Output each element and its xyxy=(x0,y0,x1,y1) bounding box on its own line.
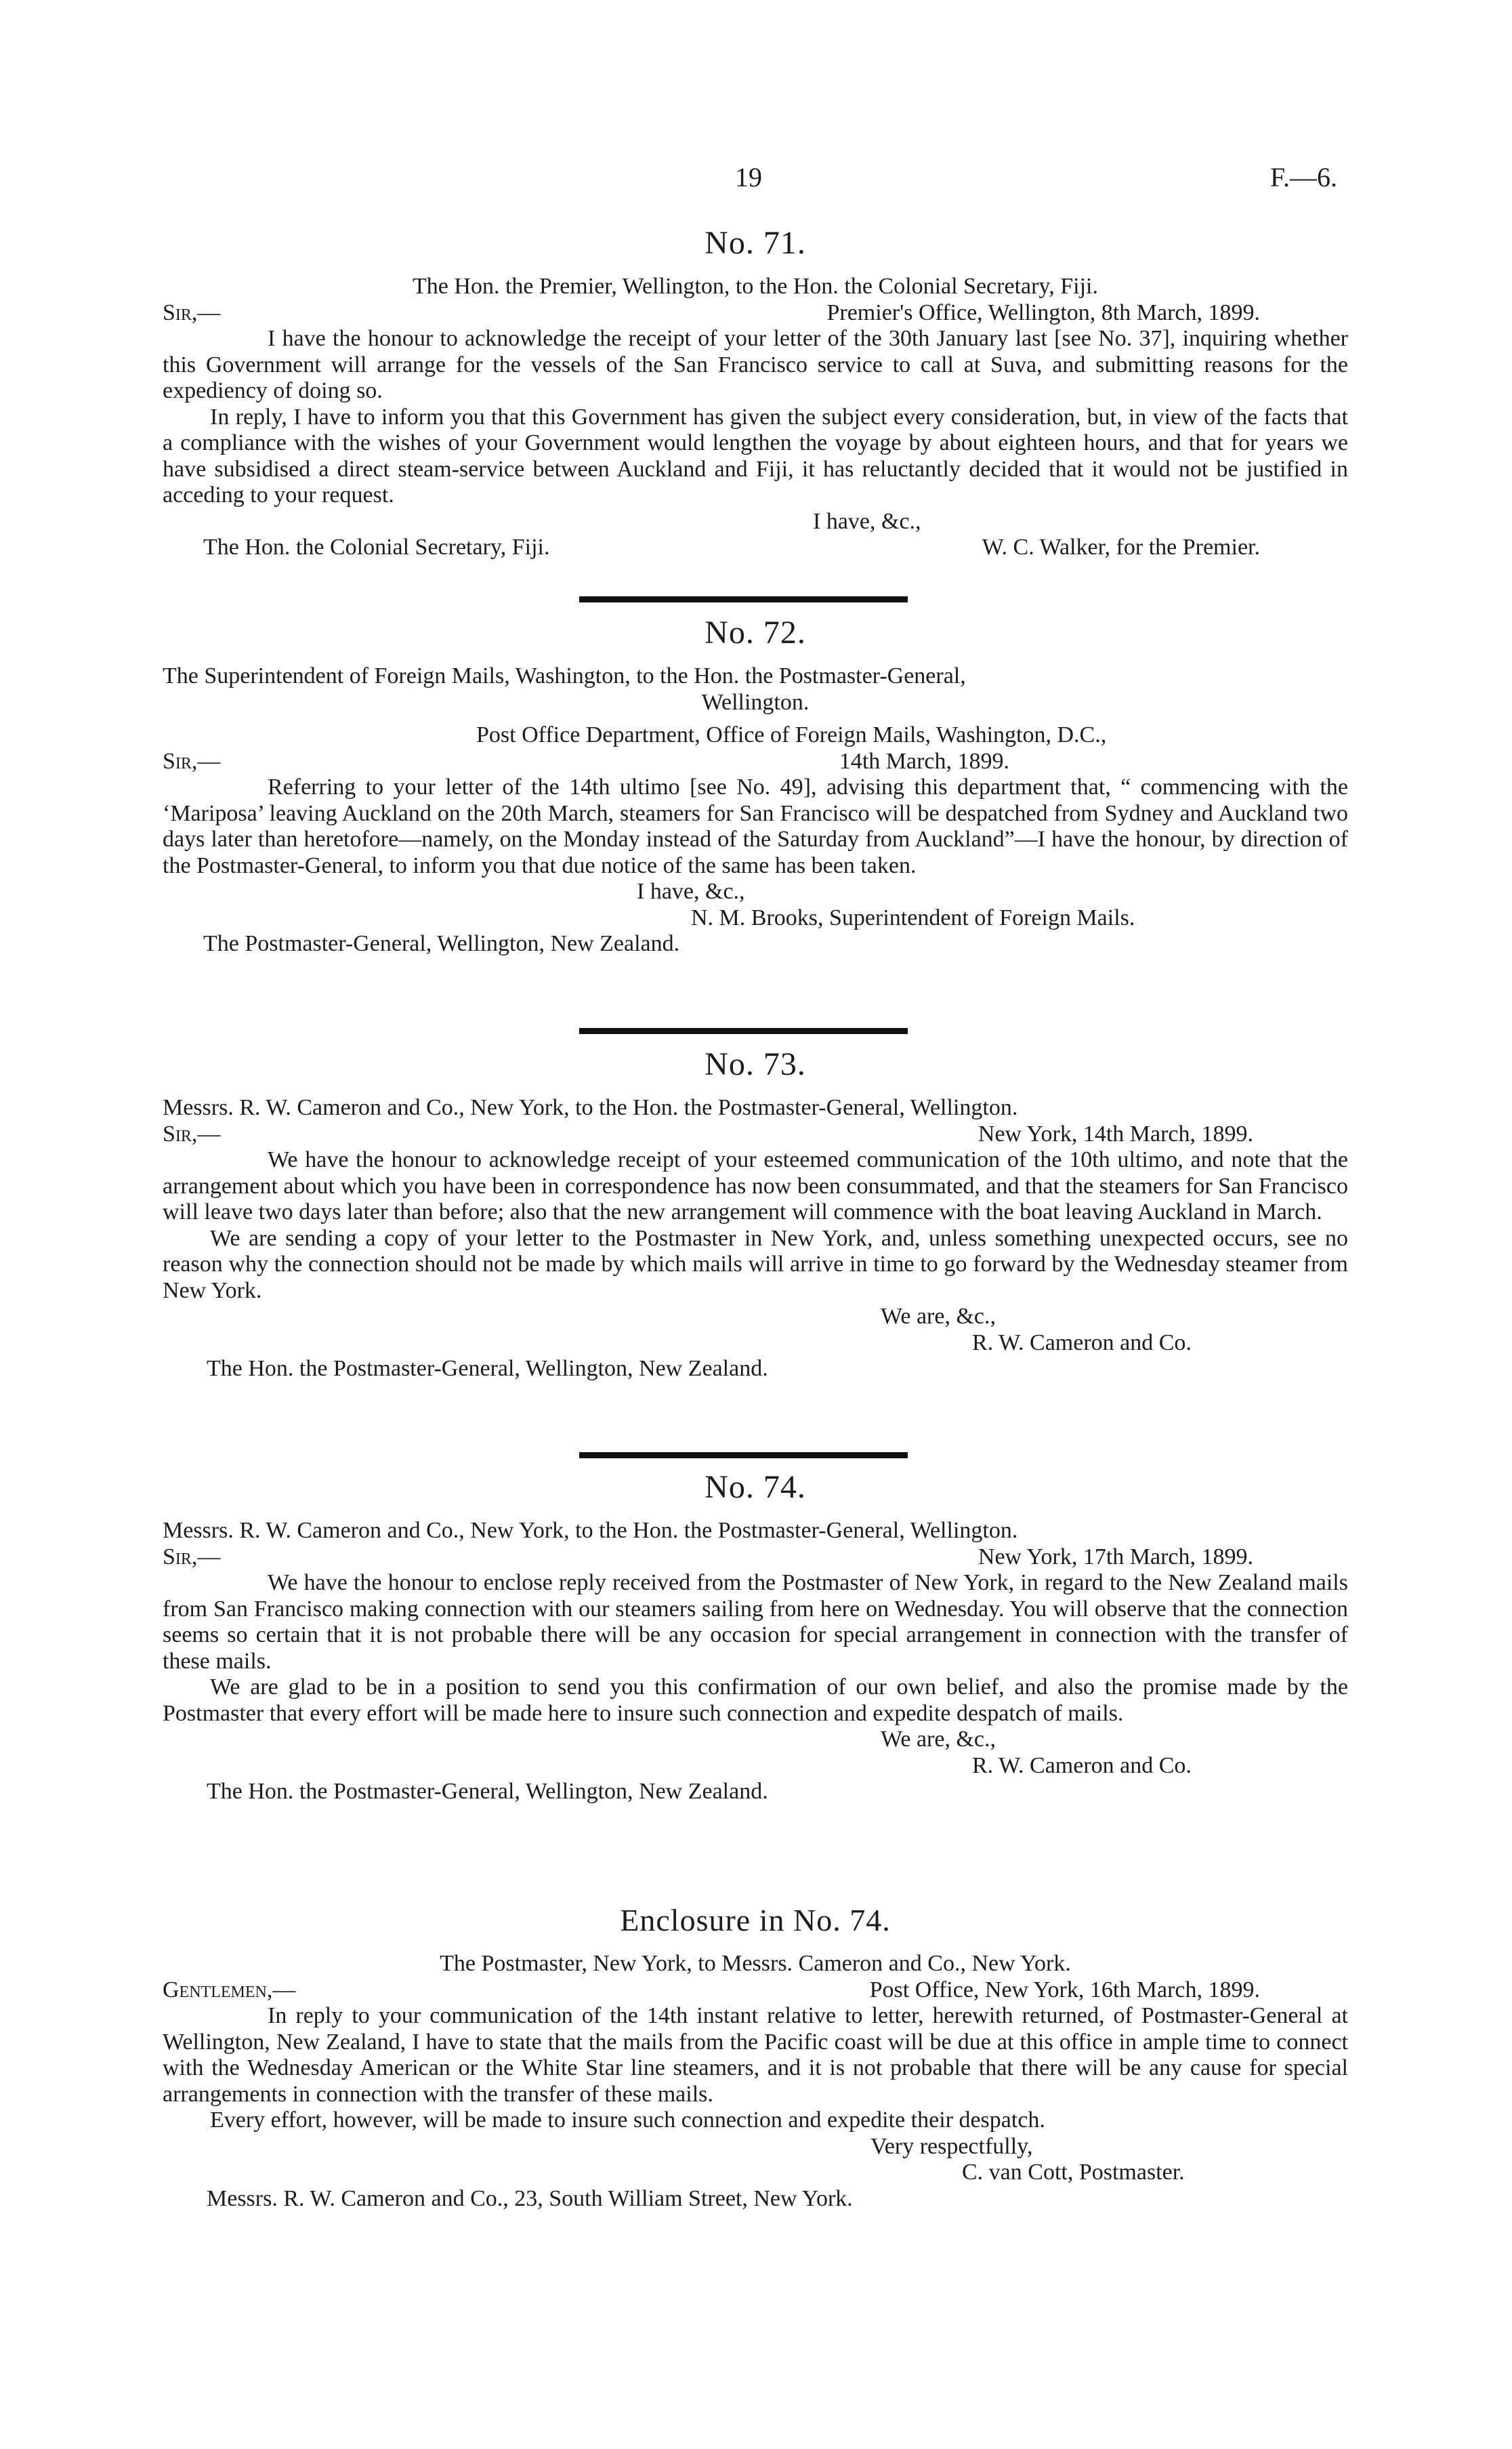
salutation: Sir,— xyxy=(163,300,221,325)
section-divider xyxy=(579,1452,908,1458)
closing: I have, &c., xyxy=(813,508,921,534)
letter-74 xyxy=(163,1468,1348,1805)
recipient: The Hon. the Postmaster-General, Wellington, New Zealand. xyxy=(207,1779,768,1804)
paragraph: We are sending a copy of your letter to the Postmaster in New York, and, unless something unexpected occurs, see no reason why the connection should not be made by which mails will arrive in time to go forward by the Wednesday steamer from New York. xyxy=(163,1225,1348,1303)
letter-number: No. 72. xyxy=(705,615,806,651)
salutation-row xyxy=(163,1544,1348,1571)
closing: Very respectfully, xyxy=(870,2133,1033,2159)
recipient-signature-row xyxy=(163,535,1348,561)
letter-number: No. 73. xyxy=(705,1046,806,1082)
signature: N. M. Brooks, Superintendent of Foreign Mails. xyxy=(691,905,1135,930)
place-date: Premier's Office, Wellington, 8th March, 1899. xyxy=(826,300,1260,325)
letter-address-continued: Wellington. xyxy=(701,689,810,715)
section-divider xyxy=(579,596,908,602)
paragraph: We have the honour to acknowledge receipt of your esteemed communication of the 10th ultimo, and note that the arrangement about which you have been in correspondence has now been consummated, and that the steamers for San Francisco will leave two days later than before; also that the new arrangement will commence with the boat leaving Auckland in March. xyxy=(163,1147,1348,1224)
salutation-row xyxy=(163,749,1348,775)
place-date: Post Office, New York, 16th March, 1899. xyxy=(869,1977,1260,2002)
salutation-row xyxy=(163,1977,1348,2004)
recipient: Messrs. R. W. Cameron and Co., 23, South William Street, New York. xyxy=(207,2185,853,2211)
document-reference: F.—6. xyxy=(1270,162,1338,192)
letter-address: Messrs. R. W. Cameron and Co., New York, to the Hon. the Postmaster-General, Wellington. xyxy=(163,1518,1018,1543)
enclosure-title: Enclosure in No. 74. xyxy=(620,1903,891,1937)
salutation: Sir,— xyxy=(163,1544,221,1569)
recipient: The Postmaster-General, Wellington, New Zealand. xyxy=(203,931,680,956)
page-number: 19 xyxy=(735,162,762,192)
letter-address: Messrs. R. W. Cameron and Co., New York, to the Hon. the Postmaster-General, Wellington. xyxy=(163,1095,1018,1120)
enclosure-address: The Postmaster, New York, to Messrs. Cameron and Co., New York. xyxy=(440,1951,1071,1976)
recipient: The Hon. the Postmaster-General, Wellington, New Zealand. xyxy=(207,1356,768,1381)
letter-73 xyxy=(163,1045,1348,1382)
closing: We are, &c., xyxy=(881,1727,996,1752)
letter-number: No. 71. xyxy=(705,225,806,261)
paragraph: I have the honour to acknowledge the receipt of your letter of the 30th January last [see No. 37], inquiring whether this Government will arrange for the vessels of the San Francisco service to call at Suva, and submitting reasons for the expediency of doing so. xyxy=(163,326,1348,403)
place-date: New York, 17th March, 1899. xyxy=(978,1544,1253,1569)
enclosure-74 xyxy=(163,1901,1348,2212)
section-divider xyxy=(579,1028,908,1034)
letter-address: The Hon. the Premier, Wellington, to the Hon. the Colonial Secretary, Fiji. xyxy=(413,274,1098,299)
paragraph: We have the honour to enclose reply received from the Postmaster of New York, in regard to the New Zealand mails from San Francisco making connection with our steamers sailing from here on Wednesday. You will observe that the connection seems so certain that it is not probable there will be any occasion for special arrangement in connection with the transfer of these mails. xyxy=(163,1570,1348,1674)
paragraph: In reply to your communication of the 14th instant relative to letter, herewith returned, of Postmaster-General at Wellington, New Zealand, I have to state that the mails from the Pacific coast will be due at this office in ample time to connect with the Wednesday American or the White Star line steamers, and it is not probable that there will be any cause for special arrangements in connection with the transfer of these mails. xyxy=(163,2003,1348,2107)
signature: R. W. Cameron and Co. xyxy=(972,1752,1192,1778)
letter-address: The Superintendent of Foreign Mails, Washington, to the Hon. the Postmaster-General, xyxy=(163,663,966,688)
closing: We are, &c., xyxy=(881,1304,996,1329)
signature: R. W. Cameron and Co. xyxy=(972,1330,1192,1355)
salutation: Gentlemen,— xyxy=(163,1977,296,2002)
place-date: New York, 14th March, 1899. xyxy=(978,1121,1253,1147)
date: 14th March, 1899. xyxy=(839,748,1009,774)
recipient: The Hon. the Colonial Secretary, Fiji. xyxy=(203,535,550,560)
paragraph: Referring to your letter of the 14th ultimo [see No. 49], advising this department that, “ commencing with the ‘Mariposa’ leaving Auckland on the 20th March, steamers for San Francisco will be despatched from Sydney and Auckland two days later than heretofore—namely, on the Monday instead of the Saturday from Auckland”—I have the honour, by direction of the Postmaster-General, to inform you that due notice of the same has been taken. xyxy=(163,775,1348,878)
salutation: Sir,— xyxy=(163,748,221,774)
paragraph: We are glad to be in a position to send you this confirmation of our own belief, and also the promise made by the Postmaster that every effort will be made here to insure such connection and expedite despatch of mails. xyxy=(163,1674,1348,1726)
signature: W. C. Walker, for the Premier. xyxy=(982,535,1260,560)
closing: I have, &c., xyxy=(637,879,745,904)
salutation-row xyxy=(163,1121,1348,1148)
letter-71 xyxy=(163,224,1348,561)
paragraph: Every effort, however, will be made to insure such connection and expedite their despatch. xyxy=(210,2107,1045,2133)
place-line: Post Office Department, Office of Foreign Mails, Washington, D.C., xyxy=(476,722,1107,747)
salutation: Sir,— xyxy=(163,1121,221,1147)
letter-72 xyxy=(163,613,1348,958)
paragraph: In reply, I have to inform you that this Government has given the subject every consideration, but, in view of the facts that a compliance with the wishes of your Government would lengthen the voyage by about eighteen hours, and that for years we have subsidised a direct steam-service between Auckland and Fiji, it has reluctantly decided that it would not be justified in acceding to your request. xyxy=(163,404,1348,508)
signature: C. van Cott, Postmaster. xyxy=(962,2160,1185,2185)
salutation-row xyxy=(163,300,1348,327)
letter-number: No. 74. xyxy=(705,1469,806,1505)
